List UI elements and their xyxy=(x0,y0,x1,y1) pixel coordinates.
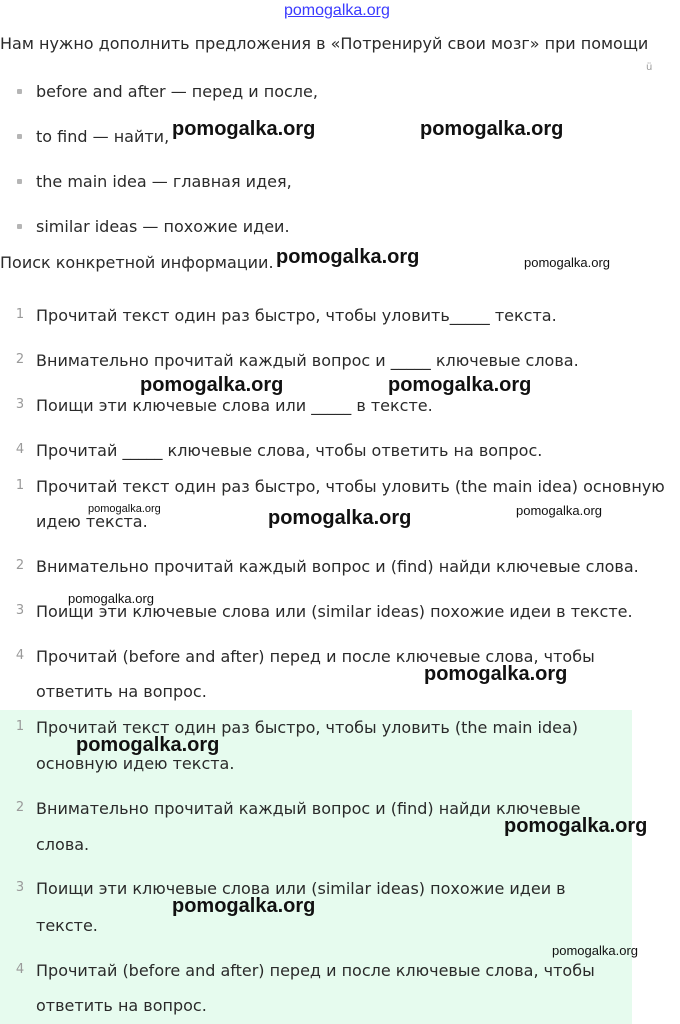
list-item: Прочитай текст один раз быстро, чтобы уловить (the main idea) основную xyxy=(36,477,665,496)
watermark: pomogalka.org xyxy=(524,255,610,270)
list-item: Поищи эти ключевые слова или (similar ideas) похожие идеи в тексте. xyxy=(36,602,633,621)
watermark: pomogalka.org xyxy=(76,734,220,756)
list-item: to find — найти, xyxy=(36,127,170,146)
list-item: Прочитай (before and after) перед и после ключевые слова, чтобы xyxy=(36,647,595,666)
list-item: Внимательно прочитай каждый вопрос и (find) найди ключевые xyxy=(36,799,581,818)
list-item-cont: основную идею текста. xyxy=(36,754,235,773)
list-item: the main idea — главная идея, xyxy=(36,172,292,191)
section-title: Поиск конкретной информации. xyxy=(0,253,274,272)
list-item: similar ideas — похожие идеи. xyxy=(36,217,290,236)
list-number: 4 xyxy=(15,648,25,663)
list-item: Внимательно прочитай каждый вопрос и (find) найди ключевые слова. xyxy=(36,557,639,576)
list-number: 1 xyxy=(15,719,25,734)
watermark: pomogalka.org xyxy=(68,591,154,606)
site-header-link[interactable]: pomogalka.org xyxy=(284,2,390,19)
list-item: Поищи эти ключевые слова или (similar ideas) похожие идеи в xyxy=(36,879,566,898)
watermark: pomogalka.org xyxy=(172,118,316,140)
list-item-cont: тексте. xyxy=(36,916,98,935)
watermark: pomogalka.org xyxy=(140,374,284,396)
list-number: 3 xyxy=(15,397,25,412)
watermark: pomogalka.org xyxy=(276,246,420,268)
list-item: Поищи эти ключевые слова или _____ в тексте. xyxy=(36,396,433,415)
list-number: 3 xyxy=(15,880,25,895)
bullet-icon xyxy=(17,134,22,139)
list-number: 2 xyxy=(15,352,25,367)
list-number: 4 xyxy=(15,962,25,977)
watermark: pomogalka.org xyxy=(424,663,568,685)
list-item-cont: идею текста. xyxy=(36,512,148,531)
watermark: pomogalka.org xyxy=(388,374,532,396)
bullet-icon xyxy=(17,89,22,94)
list-number: 3 xyxy=(15,603,25,618)
watermark: pomogalka.org xyxy=(552,943,638,958)
list-number: 4 xyxy=(15,442,25,457)
list-item: Прочитай текст один раз быстро, чтобы уловить_____ текста. xyxy=(36,306,557,325)
list-item: Прочитай текст один раз быстро, чтобы уловить (the main idea) xyxy=(36,718,578,737)
watermark: pomogalka.org xyxy=(504,815,648,837)
list-item-cont: слова. xyxy=(36,835,90,854)
list-item: Прочитай (before and after) перед и после ключевые слова, чтобы xyxy=(36,961,595,980)
list-number: 2 xyxy=(15,800,25,815)
watermark: pomogalka.org xyxy=(268,507,412,529)
list-number: 1 xyxy=(15,307,25,322)
list-item: Внимательно прочитай каждый вопрос и _____ ключевые слова. xyxy=(36,351,579,370)
watermark: pomogalka.org xyxy=(516,503,602,518)
watermark: pomogalka.org xyxy=(420,118,564,140)
list-item-cont: ответить на вопрос. xyxy=(36,996,207,1015)
watermark: pomogalka.org xyxy=(88,503,161,515)
list-number: 1 xyxy=(15,478,25,493)
watermark: pomogalka.org xyxy=(172,895,316,917)
list-item: Прочитай _____ ключевые слова, чтобы ответить на вопрос. xyxy=(36,441,543,460)
corner-mark: ü xyxy=(646,62,653,73)
bullet-icon xyxy=(17,224,22,229)
intro-text: Нам нужно дополнить предложения в «Потренируй свои мозг» при помощи xyxy=(0,34,649,53)
list-number: 2 xyxy=(15,558,25,573)
bullet-icon xyxy=(17,179,22,184)
list-item-cont: ответить на вопрос. xyxy=(36,682,207,701)
list-item: before and after — перед и после, xyxy=(36,82,318,101)
